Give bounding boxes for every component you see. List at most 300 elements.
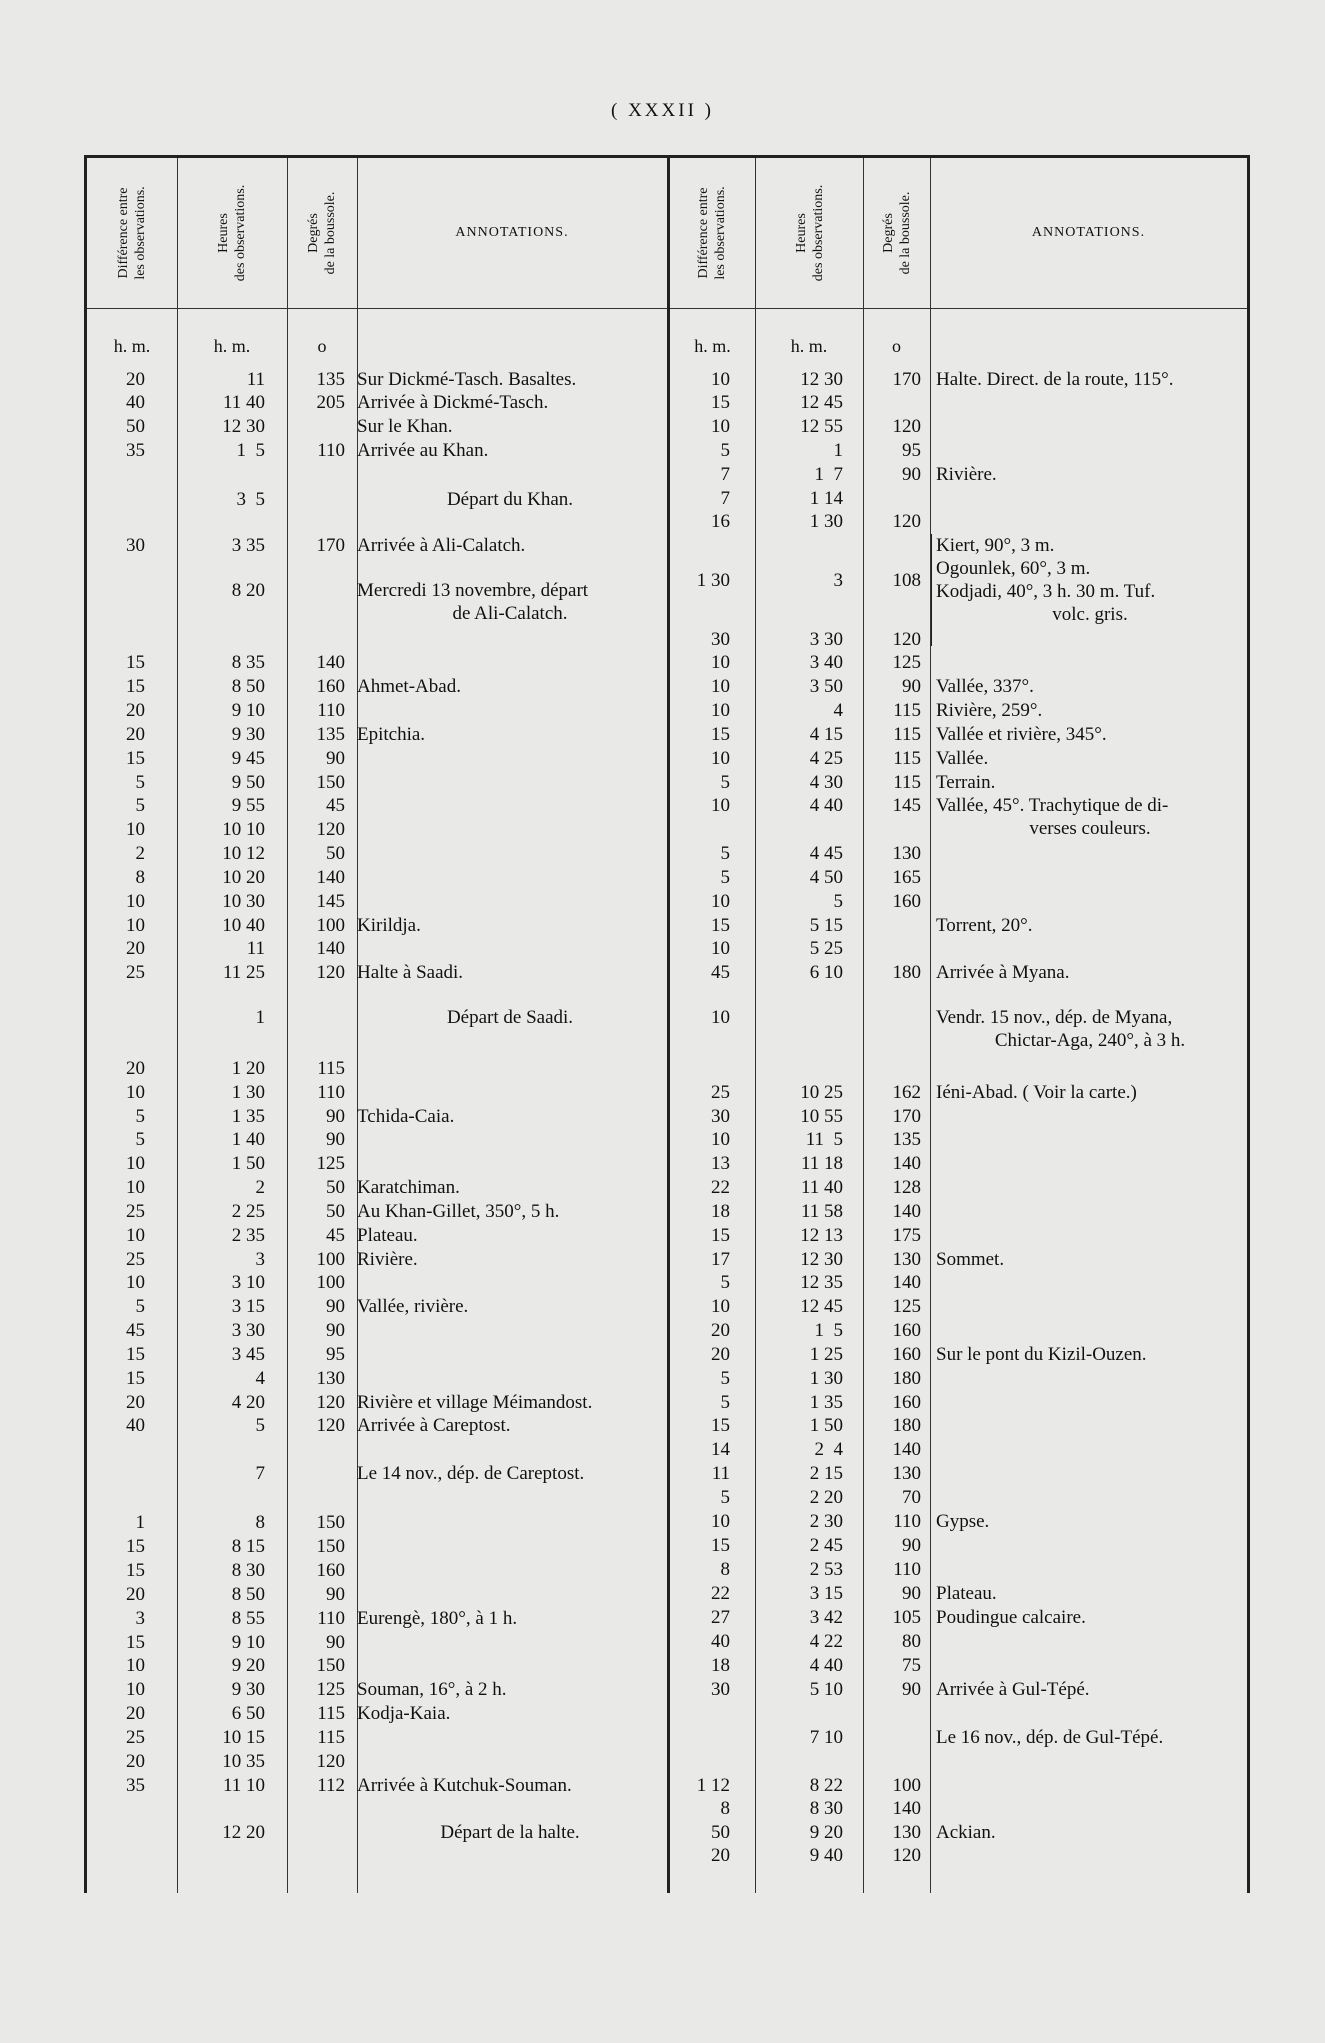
cell-annotation: Arrivée à Dickmé-Tasch.	[357, 392, 549, 413]
cell-annotation: Kodjadi, 40°, 3 h. 30 m. Tuf.	[936, 581, 1156, 602]
cell-difference: 5	[720, 440, 730, 461]
cell-difference: 20	[711, 1320, 730, 1341]
cell-difference: 25	[126, 1727, 145, 1748]
cell-degrees: 90	[326, 1320, 345, 1341]
cell-hours: 8 22	[809, 1775, 843, 1796]
cell-degrees: 130	[892, 1822, 921, 1843]
cell-annotation: Vallée.	[936, 748, 989, 769]
cell-degrees: 110	[317, 440, 345, 461]
cell-difference: 30	[711, 1106, 730, 1127]
cell-hours: 9 30	[231, 1679, 265, 1700]
cell-annotation: verses couleurs.	[1029, 818, 1151, 839]
cell-difference: 15	[126, 676, 145, 697]
cell-degrees: 180	[892, 962, 921, 983]
cell-hours: 12 45	[800, 1296, 843, 1317]
cell-hours: 3 35	[231, 535, 265, 556]
cell-difference: 5	[135, 772, 145, 793]
cell-difference: 25	[126, 962, 145, 983]
cell-degrees: 50	[326, 1177, 345, 1198]
cell-degrees: 90	[902, 1679, 921, 1700]
cell-difference: 15	[126, 748, 145, 769]
cell-degrees: 90	[326, 1584, 345, 1605]
cell-hours: 8 35	[231, 652, 265, 673]
unit-degrees: o	[892, 336, 901, 356]
cell-difference: 20	[126, 938, 145, 959]
cell-degrees: 112	[317, 1775, 345, 1796]
cell-hours: 1 30	[809, 511, 843, 532]
cell-difference: 20	[711, 1344, 730, 1365]
cell-annotation: Iéni-Abad. ( Voir la carte.)	[936, 1082, 1137, 1103]
cell-hours: 4 22	[809, 1631, 843, 1652]
cell-degrees: 120	[892, 1845, 921, 1866]
cell-annotation: Vallée, 45°. Trachytique de di-	[936, 795, 1169, 816]
cell-hours: 9 45	[231, 748, 265, 769]
cell-degrees: 170	[316, 535, 345, 556]
cell-difference: 1 12	[696, 1775, 730, 1796]
cell-degrees: 150	[316, 772, 345, 793]
cell-difference: 16	[711, 511, 730, 532]
cell-hours: 4 15	[809, 724, 843, 745]
cell-degrees: 90	[326, 748, 345, 769]
cell-hours: 9 10	[231, 1632, 265, 1653]
cell-annotation: Halte à Saadi.	[357, 962, 464, 983]
cell-hours: 1 30	[231, 1082, 265, 1103]
cell-degrees: 130	[892, 843, 921, 864]
cell-degrees: 170	[892, 1106, 921, 1127]
cell-difference: 15	[126, 1536, 145, 1557]
cell-degrees: 140	[892, 1272, 921, 1293]
cell-degrees: 70	[902, 1487, 921, 1508]
cell-annotation: Arrivée à Careptost.	[357, 1415, 511, 1436]
cell-annotation: Sur le pont du Kizil-Ouzen.	[936, 1344, 1147, 1365]
cell-degrees: 135	[316, 369, 345, 390]
cell-degrees: 162	[892, 1082, 921, 1103]
cell-difference: 10	[711, 1007, 730, 1028]
cell-annotation: Sur Dickmé-Tasch. Basaltes.	[357, 369, 577, 390]
cell-degrees: 80	[902, 1631, 921, 1652]
cell-difference: 10	[126, 1153, 145, 1174]
cell-hours: 5	[833, 891, 843, 912]
cell-difference: 2	[135, 843, 145, 864]
cell-difference: 5	[720, 1368, 730, 1389]
cell-degrees: 165	[892, 867, 921, 888]
cell-degrees: 140	[316, 938, 345, 959]
cell-degrees: 95	[902, 440, 921, 461]
cell-annotation: Le 16 nov., dép. de Gul-Tépé.	[936, 1727, 1164, 1748]
cell-difference: 5	[720, 772, 730, 793]
cell-hours: 3 5	[236, 489, 265, 510]
cell-difference: 10	[126, 1082, 145, 1103]
cell-difference: 10	[126, 1225, 145, 1246]
cell-difference: 1	[135, 1512, 145, 1533]
cell-difference: 40	[126, 1415, 145, 1436]
cell-annotation: Terrain.	[936, 772, 996, 793]
cell-hours: 5 10	[809, 1679, 843, 1700]
cell-difference: 15	[126, 1344, 145, 1365]
cell-annotation: Poudingue calcaire.	[936, 1607, 1086, 1628]
cell-annotation: Rivière.	[936, 464, 997, 485]
cell-hours: 12 13	[800, 1225, 843, 1246]
cell-hours: 1 50	[231, 1153, 265, 1174]
cell-difference: 50	[126, 416, 145, 437]
cell-difference: 15	[711, 392, 730, 413]
cell-hours: 2 45	[809, 1535, 843, 1556]
cell-difference: 10	[711, 676, 730, 697]
cell-hours: 5 15	[809, 915, 843, 936]
table-left-half	[87, 158, 667, 1893]
cell-difference: 13	[711, 1153, 730, 1174]
cell-hours: 2 15	[809, 1463, 843, 1484]
cell-difference: 40	[711, 1631, 730, 1652]
cell-hours: 1 35	[231, 1106, 265, 1127]
cell-annotation: Départ de Saadi.	[446, 1007, 574, 1028]
cell-hours: 11 40	[222, 392, 265, 413]
cell-difference: 1 30	[696, 570, 730, 591]
cell-difference: 22	[711, 1177, 730, 1198]
cell-difference: 20	[126, 1703, 145, 1724]
cell-degrees: 90	[326, 1296, 345, 1317]
cell-degrees: 205	[316, 392, 345, 413]
cell-difference: 35	[126, 440, 145, 461]
cell-hours: 4 45	[809, 843, 843, 864]
cell-hours: 11 58	[800, 1201, 843, 1222]
cell-hours: 11 25	[222, 962, 265, 983]
header-hours: Heures des observations.	[216, 184, 248, 282]
cell-degrees: 110	[317, 1082, 345, 1103]
header-annotations: ANNOTATIONS.	[1031, 225, 1146, 240]
cell-degrees: 180	[892, 1368, 921, 1389]
header-degrees: Degrés de la boussole.	[306, 191, 338, 275]
cell-difference: 20	[126, 1392, 145, 1413]
cell-difference: 20	[126, 1584, 145, 1605]
cell-degrees: 110	[317, 700, 345, 721]
cell-hours: 3 15	[231, 1296, 265, 1317]
cell-degrees: 115	[893, 748, 921, 769]
cell-hours: 2 4	[814, 1439, 843, 1460]
cell-annotation: Vallée, rivière.	[357, 1296, 469, 1317]
cell-hours: 1 5	[814, 1320, 843, 1341]
cell-degrees: 90	[326, 1106, 345, 1127]
cell-hours: 2 30	[809, 1511, 843, 1532]
cell-hours: 11 5	[805, 1129, 843, 1150]
unit-hours: h. m.	[790, 336, 828, 356]
cell-annotation: Torrent, 20°.	[936, 915, 1033, 936]
cell-degrees: 140	[892, 1153, 921, 1174]
cell-annotation: Départ du Khan.	[446, 489, 574, 510]
cell-difference: 18	[711, 1655, 730, 1676]
cell-degrees: 135	[316, 724, 345, 745]
cell-hours: 5 25	[809, 938, 843, 959]
cell-degrees: 160	[316, 676, 345, 697]
cell-degrees: 50	[326, 843, 345, 864]
cell-degrees: 115	[893, 772, 921, 793]
cell-degrees: 120	[892, 629, 921, 650]
cell-hours: 8 30	[231, 1560, 265, 1581]
cell-hours: 12 35	[800, 1272, 843, 1293]
cell-degrees: 120	[892, 511, 921, 532]
header-hours: Heures des observations.	[794, 184, 826, 282]
cell-annotation: Arrivée à Gul-Tépé.	[936, 1679, 1090, 1700]
cell-degrees: 100	[316, 1249, 345, 1270]
cell-difference: 15	[126, 1368, 145, 1389]
cell-hours: 4 40	[809, 1655, 843, 1676]
cell-hours: 11 40	[800, 1177, 843, 1198]
cell-annotation: Ackian.	[936, 1822, 996, 1843]
cell-degrees: 130	[892, 1249, 921, 1270]
unit-difference: h. m.	[694, 336, 731, 356]
cell-difference: 22	[711, 1583, 730, 1604]
cell-degrees: 160	[892, 1344, 921, 1365]
cell-hours: 12 30	[800, 1249, 843, 1270]
cell-hours: 3 10	[231, 1272, 265, 1293]
cell-annotation: Plateau.	[357, 1225, 418, 1246]
cell-degrees: 170	[892, 369, 921, 390]
cell-difference: 10	[711, 1511, 730, 1532]
cell-difference: 25	[126, 1201, 145, 1222]
cell-hours: 10 20	[222, 867, 265, 888]
cell-degrees: 125	[892, 652, 921, 673]
cell-hours: 3 40	[809, 652, 843, 673]
cell-hours: 9 10	[231, 700, 265, 721]
header-difference: Différence entre les observations.	[116, 186, 148, 280]
cell-difference: 30	[711, 1679, 730, 1700]
cell-hours: 10 30	[222, 891, 265, 912]
cell-difference: 10	[126, 1679, 145, 1700]
cell-degrees: 120	[316, 1415, 345, 1436]
cell-hours: 9 50	[231, 772, 265, 793]
cell-difference: 10	[711, 369, 730, 390]
cell-difference: 15	[126, 1560, 145, 1581]
cell-annotation: Rivière et village Méimandost.	[357, 1392, 593, 1413]
cell-annotation: Kiert, 90°, 3 m.	[936, 535, 1055, 556]
cell-difference: 15	[711, 1225, 730, 1246]
cell-annotation: Mercredi 13 novembre, départ	[357, 580, 589, 601]
cell-hours: 8 20	[231, 580, 265, 601]
table-right-half	[667, 158, 1250, 1893]
cell-difference: 20	[126, 369, 145, 390]
cell-difference: 40	[126, 392, 145, 413]
cell-degrees: 125	[316, 1679, 345, 1700]
cell-hours: 4	[255, 1368, 265, 1389]
cell-difference: 15	[711, 1415, 730, 1436]
cell-hours: 11	[246, 938, 265, 959]
cell-degrees: 90	[902, 1583, 921, 1604]
cell-annotation: Chictar-Aga, 240°, à 3 h.	[994, 1030, 1186, 1051]
unit-difference: h. m.	[113, 336, 151, 356]
cell-hours: 12 55	[800, 416, 843, 437]
cell-hours: 3 50	[809, 676, 843, 697]
cell-difference: 5	[720, 1272, 730, 1293]
cell-degrees: 130	[316, 1368, 345, 1389]
cell-annotation: Plateau.	[936, 1583, 997, 1604]
cell-difference: 18	[711, 1201, 730, 1222]
unit-degrees: o	[317, 336, 327, 356]
cell-difference: 10	[711, 416, 730, 437]
cell-annotation: Arrivée à Myana.	[936, 962, 1070, 983]
cell-hours: 11	[246, 369, 265, 390]
cell-hours: 7	[255, 1463, 265, 1484]
cell-hours: 2 53	[809, 1559, 843, 1580]
cell-hours: 7 10	[809, 1727, 843, 1748]
cell-hours: 9 30	[231, 724, 265, 745]
cell-degrees: 108	[892, 570, 921, 591]
cell-difference: 14	[711, 1439, 730, 1460]
cell-annotation: Sur le Khan.	[357, 416, 453, 437]
cell-degrees: 160	[892, 1320, 921, 1341]
cell-hours: 4	[833, 700, 843, 721]
cell-hours: 1 25	[809, 1344, 843, 1365]
cell-hours: 10 55	[800, 1106, 843, 1127]
cell-degrees: 160	[892, 891, 921, 912]
cell-hours: 2	[255, 1177, 265, 1198]
cell-difference: 7	[720, 464, 730, 485]
cell-difference: 10	[711, 700, 730, 721]
cell-difference: 5	[720, 843, 730, 864]
cell-hours: 9 20	[809, 1822, 843, 1843]
cell-annotation: Kirildja.	[357, 915, 421, 936]
cell-difference: 10	[126, 915, 145, 936]
cell-hours: 2 25	[231, 1201, 265, 1222]
cell-hours: 8 50	[231, 1584, 265, 1605]
cell-hours: 10 35	[222, 1751, 265, 1772]
cell-hours: 4 50	[809, 867, 843, 888]
cell-difference: 10	[126, 1272, 145, 1293]
cell-difference: 27	[711, 1607, 730, 1628]
cell-hours: 3 42	[809, 1607, 843, 1628]
cell-annotation: Kodja-Kaia.	[357, 1703, 451, 1724]
cell-annotation: Gypse.	[936, 1511, 990, 1532]
cell-annotation: Arrivée à Ali-Calatch.	[357, 535, 526, 556]
cell-degrees: 45	[326, 1225, 345, 1246]
cell-hours: 1 20	[231, 1058, 265, 1079]
cell-degrees: 140	[892, 1439, 921, 1460]
cell-degrees: 150	[316, 1512, 345, 1533]
cell-degrees: 100	[892, 1775, 921, 1796]
grouping-brace	[931, 534, 932, 646]
cell-hours: 8 55	[231, 1608, 265, 1629]
cell-difference: 8	[135, 867, 145, 888]
cell-difference: 15	[126, 1632, 145, 1653]
cell-difference: 10	[711, 891, 730, 912]
unit-hours: h. m.	[213, 336, 251, 356]
cell-difference: 20	[126, 1058, 145, 1079]
cell-degrees: 150	[316, 1536, 345, 1557]
cell-hours: 4 30	[809, 772, 843, 793]
cell-hours: 11 18	[800, 1153, 843, 1174]
cell-annotation: Halte. Direct. de la route, 115°.	[936, 369, 1174, 390]
cell-difference: 15	[126, 652, 145, 673]
cell-degrees: 95	[326, 1344, 345, 1365]
cell-hours: 2 35	[231, 1225, 265, 1246]
cell-hours: 4 20	[231, 1392, 265, 1413]
cell-degrees: 115	[893, 700, 921, 721]
cell-degrees: 150	[316, 1655, 345, 1676]
cell-hours: 10 15	[222, 1727, 265, 1748]
cell-hours: 12 45	[800, 392, 843, 413]
cell-degrees: 100	[316, 915, 345, 936]
cell-difference: 15	[711, 1535, 730, 1556]
cell-difference: 3	[135, 1608, 145, 1629]
cell-degrees: 140	[316, 652, 345, 673]
cell-degrees: 130	[892, 1463, 921, 1484]
cell-hours: 9 20	[231, 1655, 265, 1676]
cell-degrees: 120	[316, 1392, 345, 1413]
cell-difference: 10	[711, 748, 730, 769]
cell-degrees: 90	[326, 1129, 345, 1150]
cell-difference: 5	[135, 1106, 145, 1127]
cell-difference: 10	[126, 1655, 145, 1676]
cell-annotation: de Ali-Calatch.	[452, 603, 568, 624]
cell-annotation: Départ de la halte.	[440, 1822, 580, 1843]
cell-annotation: Arrivée à Kutchuk-Souman.	[357, 1775, 572, 1796]
cell-hours: 10 10	[222, 819, 265, 840]
cell-annotation: Le 14 nov., dép. de Careptost.	[357, 1463, 585, 1484]
cell-degrees: 90	[326, 1632, 345, 1653]
cell-difference: 10	[711, 938, 730, 959]
cell-difference: 10	[711, 1296, 730, 1317]
cell-degrees: 90	[902, 676, 921, 697]
cell-difference: 17	[711, 1249, 730, 1270]
cell-hours: 1 35	[809, 1392, 843, 1413]
cell-hours: 1 40	[231, 1129, 265, 1150]
cell-degrees: 125	[892, 1296, 921, 1317]
cell-annotation: Epitchia.	[357, 724, 426, 745]
cell-difference: 20	[126, 1751, 145, 1772]
cell-degrees: 125	[316, 1153, 345, 1174]
cell-difference: 20	[126, 700, 145, 721]
cell-annotation: Rivière, 259°.	[936, 700, 1043, 721]
cell-difference: 45	[126, 1320, 145, 1341]
cell-degrees: 120	[892, 416, 921, 437]
cell-hours: 1	[255, 1007, 265, 1028]
cell-difference: 7	[720, 488, 730, 509]
cell-hours: 10 12	[222, 843, 265, 864]
cell-difference: 8	[720, 1798, 730, 1819]
cell-difference: 20	[711, 1845, 730, 1866]
cell-hours: 6 10	[809, 962, 843, 983]
cell-difference: 5	[720, 1392, 730, 1413]
cell-hours: 3	[255, 1249, 265, 1270]
cell-hours: 10 25	[800, 1082, 843, 1103]
cell-difference: 50	[711, 1822, 730, 1843]
cell-difference: 15	[711, 915, 730, 936]
cell-hours: 1 5	[236, 440, 265, 461]
cell-degrees: 115	[317, 1703, 345, 1724]
cell-degrees: 90	[902, 464, 921, 485]
cell-degrees: 120	[316, 962, 345, 983]
cell-hours: 3 45	[231, 1344, 265, 1365]
cell-difference: 25	[126, 1249, 145, 1270]
cell-annotation: Souman, 16°, à 2 h.	[357, 1679, 507, 1700]
cell-degrees: 160	[316, 1560, 345, 1581]
cell-difference: 30	[126, 535, 145, 556]
cell-degrees: 100	[316, 1272, 345, 1293]
header-difference: Différence entre les observations.	[696, 186, 728, 280]
cell-difference: 5	[135, 795, 145, 816]
cell-hours: 12 20	[222, 1822, 265, 1843]
cell-hours: 1	[833, 440, 843, 461]
cell-annotation: Ogounlek, 60°, 3 m.	[936, 558, 1091, 579]
cell-hours: 3 15	[809, 1583, 843, 1604]
cell-degrees: 140	[316, 867, 345, 888]
cell-degrees: 135	[892, 1129, 921, 1150]
cell-hours: 12 30	[222, 416, 265, 437]
cell-annotation: Eurengè, 180°, à 1 h.	[357, 1608, 518, 1629]
cell-difference: 35	[126, 1775, 145, 1796]
cell-hours: 9 40	[809, 1845, 843, 1866]
cell-hours: 8 50	[231, 676, 265, 697]
cell-degrees: 140	[892, 1798, 921, 1819]
